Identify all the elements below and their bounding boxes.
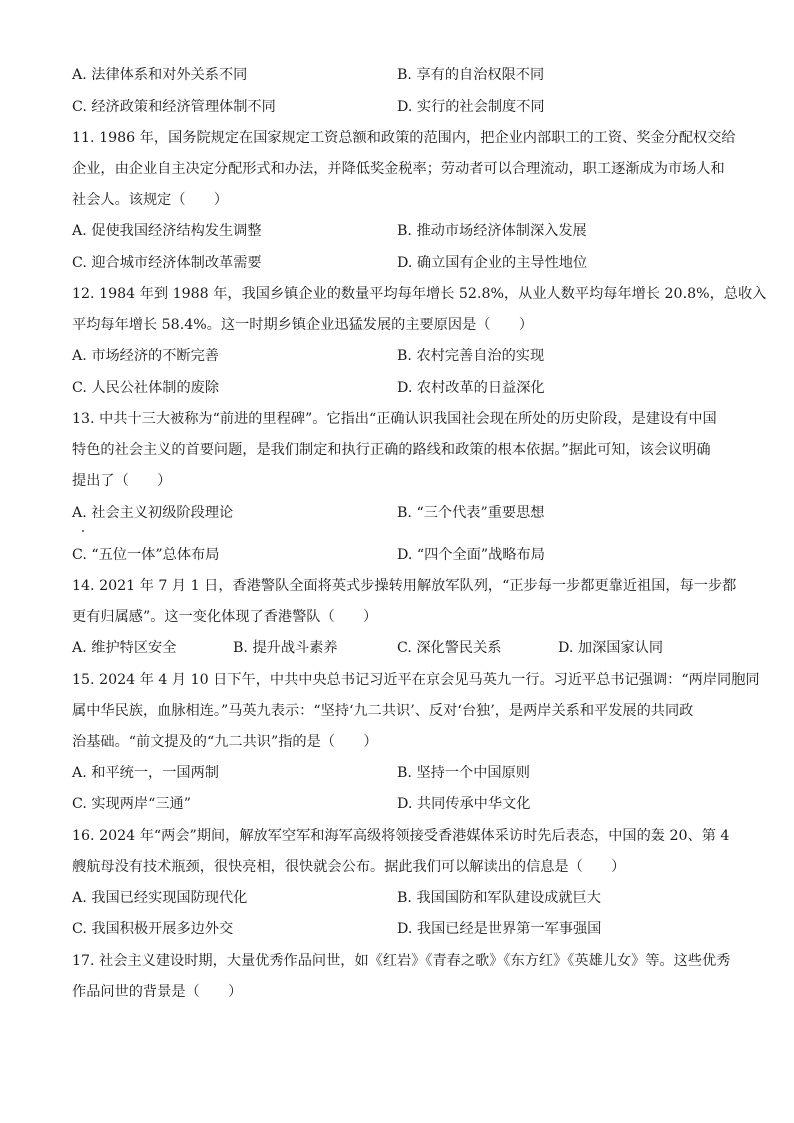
q14-option-c[interactable]: C. 深化警民关系 [397,640,502,656]
q13-stem-line-1: 13. 中共十三大被称为“前进的里程碑”。它指出“正确认识我国社会现在所处的历史阶段，是建设有中国 [72,411,717,427]
q12-option-b[interactable]: B. 农村完善自治的实现 [397,348,545,364]
q16-option-c[interactable]: C. 我国积极开展多边外交 [72,921,234,937]
q13-option-d[interactable]: D. “四个全面”战略布局 [397,547,545,563]
q12-stem-line-2: 平均每年增长 58.4%。这一时期乡镇企业迅猛发展的主要原因是（ ） [72,317,534,333]
q16-option-d[interactable]: D. 我国已经是世界第一军事强国 [397,921,602,937]
q15-option-d[interactable]: D. 共同传承中华文化 [397,796,531,812]
q16-option-a[interactable]: A. 我国已经实现国防现代化 [72,890,248,906]
q15-stem-line-3: 治基础。“前文提及的“九二共识”指的是（ ） [72,734,378,750]
q17-stem-line-1: 17. 社会主义建设时期，大量优秀作品问世，如《红岩》《青春之歌》《东方红》《英雄儿女》等。这些优秀 [72,953,731,969]
q14-option-a[interactable]: A. 维护特区安全 [72,640,177,656]
stray-dot-mark [82,530,84,532]
q17-stem-line-2: 作品问世的背景是（ ） [72,984,243,1000]
q13-option-c[interactable]: C. “五位一体”总体布局 [72,547,220,563]
q11-option-d[interactable]: D. 确立国有企业的主导性地位 [397,255,588,271]
q15-stem-line-1: 15. 2024 年 4 月 10 日下午，中共中央总书记习近平在京会见马英九一行。习近平总书记强调：“两岸同胞同 [72,672,760,688]
q11-option-b[interactable]: B. 推动市场经济体制深入发展 [397,223,587,239]
q15-option-c[interactable]: C. 实现两岸“三通” [72,796,192,812]
q10-option-c[interactable]: C. 经济政策和经济管理体制不同 [72,99,276,115]
q11-stem-line-1: 11. 1986 年，国务院规定在国家规定工资总额和政策的范围内，把企业内部职工的工资、奖金分配权交给 [72,130,736,146]
q15-option-a[interactable]: A. 和平统一，一国两制 [72,765,219,781]
q13-option-b[interactable]: B. “三个代表”重要思想 [397,505,545,521]
q13-stem-line-3: 提出了（ ） [72,473,172,489]
q12-option-d[interactable]: D. 农村改革的日益深化 [397,380,545,396]
q16-option-b[interactable]: B. 我国国防和军队建设成就巨大 [397,890,601,906]
q14-stem-line-2: 更有归属感”。这一变化体现了香港警队（ ） [72,609,378,625]
q11-stem-line-2: 企业，由企业自主决定分配形式和办法，并降低奖金税率；劳动者可以合理流动，职工逐渐成为市场人和 [72,161,725,177]
q12-stem-line-1: 12. 1984 年到 1988 年，我国乡镇企业的数量平均每年增长 52.8%，从业人数平均每年增长 20.8%，总收入 [72,286,767,302]
q16-stem-line-1: 16. 2024 年“两会”期间，解放军空军和海军高级将领接受香港媒体采访时先后表态，中国的轰 20、第 4 [72,828,730,844]
q11-option-c[interactable]: C. 迎合城市经济体制改革需要 [72,255,262,271]
q14-option-b[interactable]: B. 提升战斗素养 [233,640,338,656]
q10-option-d[interactable]: D. 实行的社会制度不同 [397,99,545,115]
q12-option-c[interactable]: C. 人民公社体制的废除 [72,380,220,396]
q15-option-b[interactable]: B. 坚持一个中国原则 [397,765,530,781]
q13-stem-line-2: 特色的社会主义的首要问题，是我们制定和执行正确的路线和政策的根本依据。”据此可知，该会议明确 [72,442,711,458]
q14-option-d[interactable]: D. 加深国家认同 [558,640,664,656]
q11-option-a[interactable]: A. 促使我国经济结构发生调整 [72,223,262,239]
q15-stem-line-2: 属中华民族，血脉相连。”马英九表示：“坚持‘九二共识’、反对‘台独’，是两岸关系和平发展的共同政 [72,703,694,719]
q12-option-a[interactable]: A. 市场经济的不断完善 [72,348,219,364]
q14-stem-line-1: 14. 2021 年 7 月 1 日，香港警队全面将英式步操转用解放军队列，“正步每一步都更靠近祖国，每一步都 [72,578,737,594]
q16-stem-line-2: 艘航母没有技术瓶颈，很快亮相，很快就会公布。据此我们可以解读出的信息是（ ） [72,859,626,875]
q10-option-a[interactable]: A. 法律体系和对外关系不同 [72,67,248,83]
q11-stem-line-3: 社会人。该规定（ ） [72,192,229,208]
q13-option-a[interactable]: A. 社会主义初级阶段理论 [72,505,234,521]
q10-option-b[interactable]: B. 享有的自治权限不同 [397,67,545,83]
